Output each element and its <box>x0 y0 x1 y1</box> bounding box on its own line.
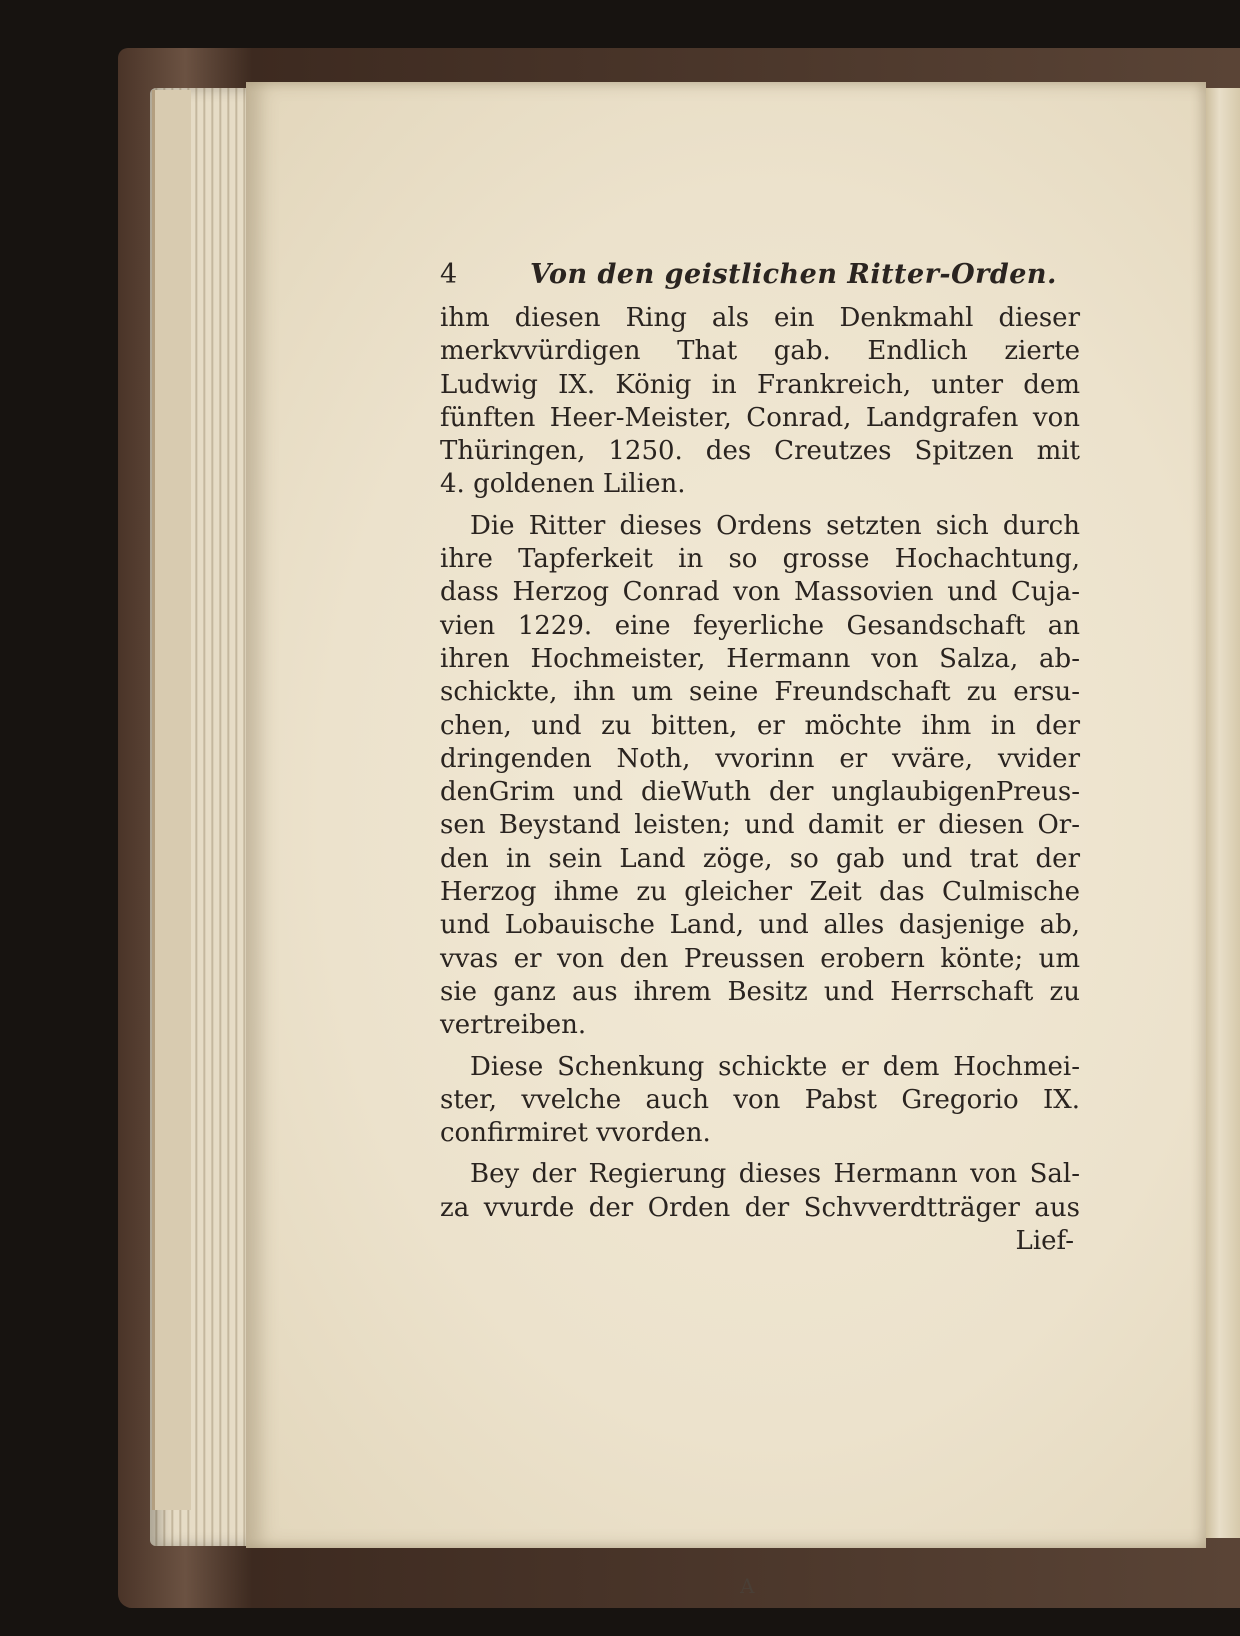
text-line: ihm diesen Ring als ein Denkmahl dieser <box>440 303 1080 333</box>
text-line: merkvvürdigen That gab. Endlich zierte <box>440 336 1080 367</box>
signature-mark: A <box>740 1574 755 1598</box>
page-text <box>440 252 1080 1258</box>
text-line: Herzog ihme zu gleicher Zeit das Culmische <box>440 877 1080 908</box>
text-line: vien 1229. eine feyerliche Gesandschaft an <box>440 610 1080 641</box>
text-line: chen, und zu bitten, er möchte ihm in der <box>440 710 1080 741</box>
text-line: za vvurde der Orden der Schvverdtträger aus <box>440 1192 1080 1223</box>
paragraph-1 <box>440 302 1080 502</box>
text-line: vertreiben. <box>440 1010 587 1041</box>
text-line: sen Beystand leisten; und damit er diesen Or- <box>440 810 1080 841</box>
text-line: dass Herzog Conrad von Massovien und Cuja- <box>440 577 1080 608</box>
page-stack-edge <box>152 90 191 1510</box>
text-line: Diese Schenkung schickte er dem Hochmei- <box>470 1051 1080 1082</box>
paragraph-4 <box>440 1158 1080 1225</box>
text-line: ster, vvelche auch von Pabst Gregorio IX. <box>440 1084 1080 1115</box>
text-line: ihren Hochmeister, Hermann von Salza, ab- <box>440 643 1080 674</box>
catchword: Lief- <box>1015 1226 1074 1257</box>
running-title: Von den geistlichen Ritter-Orden. <box>530 259 1057 290</box>
text-line: Ludwig IX. König in Frankreich, unter dem <box>440 369 1080 400</box>
text-line: denGrim und dieWuth der unglaubigenPreus- <box>440 777 1080 808</box>
text-line: sie ganz aus ihrem Besitz und Herrschaft zu <box>440 976 1080 1007</box>
text-line: den in sein Land zöge, so gab und trat der <box>440 843 1080 874</box>
text-line: 4. goldenen Lilien. <box>440 469 686 500</box>
page-header <box>440 252 1080 302</box>
text-line: Bey der Regierung dieses Hermann von Sal- <box>470 1159 1080 1190</box>
text-line: und Lobauische Land, und alles dasjenige ab, <box>440 910 1080 941</box>
text-line: schickte, ihn um seine Freundschaft zu ersu- <box>440 677 1080 708</box>
text-line: ihre Tapferkeit in so grosse Hochachtung, <box>440 544 1080 575</box>
text-line: dringenden Noth, vvorinn er vväre, vvider <box>440 743 1080 774</box>
page-number: 4 <box>440 259 458 290</box>
text-line: vvas er von den Preussen erobern könte; um <box>440 943 1080 974</box>
text-line: confirmiret vvorden. <box>440 1118 711 1149</box>
paragraph-2 <box>440 510 1080 1043</box>
facing-page-edge <box>1206 88 1240 1538</box>
paragraph-3 <box>440 1051 1080 1151</box>
text-line: Die Ritter dieses Ordens setzten sich durch <box>470 510 1080 541</box>
text-line: fünften Heer-Meister, Conrad, Landgrafen von <box>440 402 1080 433</box>
text-line: Thüringen, 1250. des Creutzes Spitzen mit <box>440 436 1080 467</box>
